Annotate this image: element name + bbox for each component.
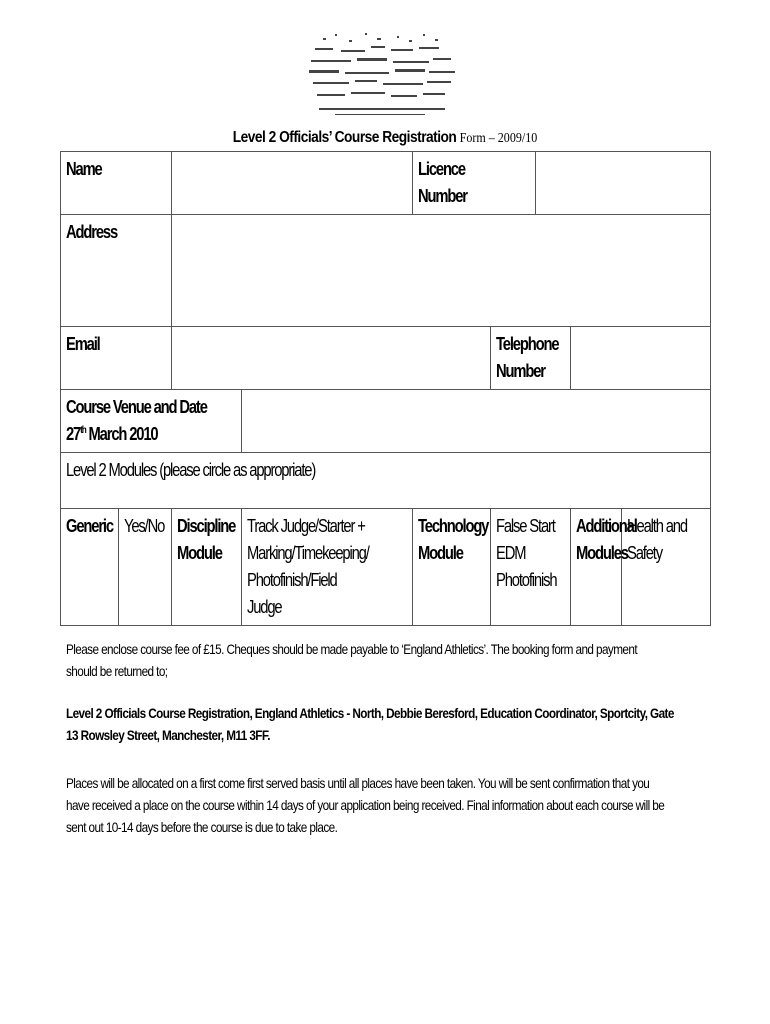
- venue-date: [66, 421, 157, 448]
- address-label: Address: [66, 222, 118, 242]
- fee-paragraph: [66, 638, 716, 682]
- technology-label-line-1: Technology: [418, 516, 489, 536]
- england-athletics-logo: [305, 28, 460, 123]
- additional-options[interactable]: [622, 509, 711, 626]
- additional-option-line-2: Safety: [627, 543, 663, 563]
- return-address-paragraph: [66, 702, 716, 746]
- technology-label-line-2: Module: [418, 543, 463, 563]
- generic-label: Generic: [66, 516, 113, 536]
- email-label: Email: [66, 334, 100, 354]
- technology-options[interactable]: [491, 509, 571, 626]
- discipline-label-line-1: Discipline: [177, 516, 236, 536]
- email-field[interactable]: [172, 327, 491, 390]
- discipline-option-line-2: Marking/Timekeeping/: [247, 543, 369, 563]
- additional-label-line-1: Additional: [576, 516, 637, 536]
- modules-heading: Level 2 Modules (please circle as appropriate): [66, 460, 316, 480]
- venue-label-cell: [61, 390, 242, 453]
- additional-label-line-2: Modules: [576, 543, 628, 563]
- name-label-cell: [61, 152, 172, 215]
- name-field[interactable]: [172, 152, 413, 215]
- yesno-label: Yes/No: [124, 516, 165, 536]
- email-label-cell: [61, 327, 172, 390]
- discipline-option-line-3: Photofinish/Field: [247, 570, 337, 590]
- telephone-label-line-1: Telephone: [496, 334, 559, 354]
- allocation-line-2: have received a place on the course within 14 days of your application being received. Final information about each course will be: [66, 797, 665, 813]
- registration-table: [60, 151, 711, 626]
- technology-option-photofinish: Photofinish: [496, 570, 557, 590]
- return-address-line-1: Level 2 Officials Course Registration, England Athletics - North, Debbie Beresford, Education Coordinator, Sportcity, Gate: [66, 705, 674, 721]
- fee-line-2: should be returned to;: [66, 663, 168, 679]
- address-field[interactable]: [172, 215, 711, 327]
- return-address-line-2: 13 Rowsley Street, Manchester, M11 3FF.: [66, 727, 270, 743]
- fee-line-1: Please enclose course fee of £15. Cheques should be made payable to ‘England Athletics’. The booking form and payment: [66, 641, 638, 657]
- telephone-label-cell: [491, 327, 571, 390]
- additional-label-cell: [571, 509, 637, 626]
- name-label: Name: [66, 159, 102, 179]
- licence-label-cell: [413, 152, 536, 215]
- technology-option-edm: EDM: [496, 543, 526, 563]
- discipline-label-cell: [172, 509, 242, 626]
- venue-field[interactable]: [242, 390, 711, 453]
- telephone-field[interactable]: [571, 327, 711, 390]
- licence-label-line-2: Number: [418, 186, 467, 206]
- technology-option-false-start: False Start: [496, 516, 555, 536]
- form-title-main: Level 2 Officials’ Course Registration: [232, 129, 457, 146]
- telephone-label-line-2: Number: [496, 361, 545, 381]
- generic-yesno-option[interactable]: [119, 509, 172, 626]
- discipline-option-line-1: Track Judge/Starter +: [247, 516, 365, 536]
- licence-number-field[interactable]: [536, 152, 711, 215]
- technology-label-cell: [413, 509, 491, 626]
- licence-label-line-1: Licence: [418, 159, 465, 179]
- discipline-option-line-4: Judge: [247, 597, 282, 617]
- address-label-cell: [61, 215, 172, 327]
- allocation-line-1: Places will be allocated on a first come first served basis until all places have been taken. You will be sent confirmation that you: [66, 775, 650, 791]
- venue-month-year: March 2010: [85, 424, 158, 444]
- modules-heading-cell: [61, 453, 711, 509]
- discipline-label-line-2: Module: [177, 543, 222, 563]
- allocation-line-3: sent out 10-14 days before the course is due to take place.: [66, 819, 338, 835]
- venue-day: 27: [66, 424, 81, 444]
- allocation-paragraph: [66, 772, 716, 838]
- form-title: [54, 129, 716, 147]
- generic-label-cell: [61, 509, 119, 626]
- form-title-suffix: Form – 2009/10: [459, 131, 538, 146]
- venue-day-suffix: th: [80, 425, 86, 436]
- venue-label: Course Venue and Date: [66, 397, 207, 417]
- additional-option-line-1: Health and: [627, 516, 687, 536]
- discipline-options[interactable]: [242, 509, 413, 626]
